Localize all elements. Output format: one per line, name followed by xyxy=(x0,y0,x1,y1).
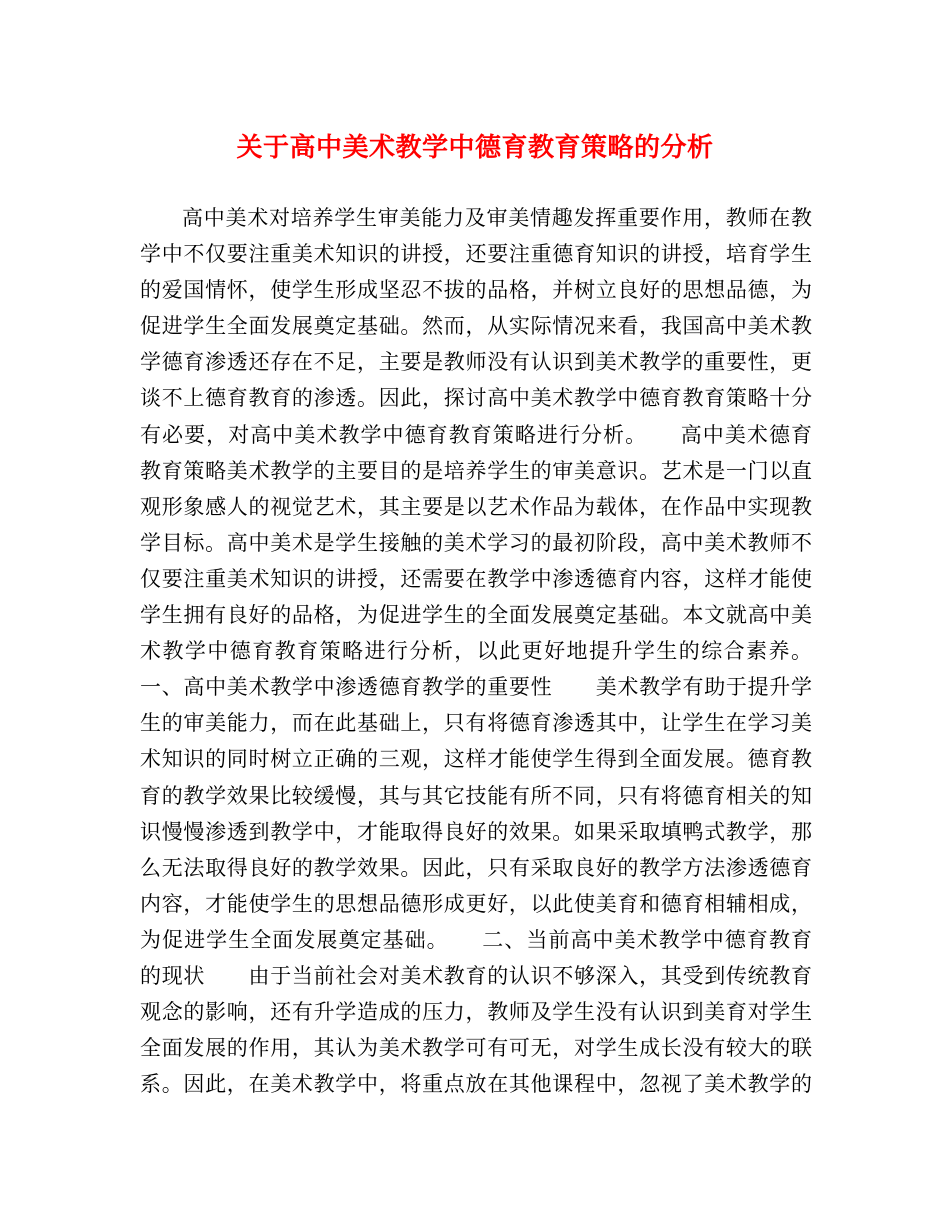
body-line: 观念的影响，还有升学造成的压力，教师及学生没有认识到美育对学生 xyxy=(140,1000,812,1025)
body-line: 的现状 由于当前社会对美术教育的认识不够深入，其受到传统教育 xyxy=(140,963,812,988)
body-line: 高中美术对培养学生审美能力及审美情趣发挥重要作用，教师在教 xyxy=(182,206,812,230)
body-line: 识慢慢渗透到教学中，才能取得良好的效果。如果采取填鸭式教学，那 xyxy=(140,819,812,844)
body-line: 仅要注重美术知识的讲授，还需要在教学中渗透德育内容，这样才能使 xyxy=(140,566,812,591)
body-line: 系。因此，在美术教学中，将重点放在其他课程中，忽视了美术教学的 xyxy=(140,1072,812,1097)
body-line: 学中不仅要注重美术知识的讲授，还要注重德育知识的讲授，培育学生 xyxy=(140,242,812,267)
body-line: 一、高中美术教学中渗透德育教学的重要性 美术教学有助于提升学 xyxy=(140,675,812,700)
body-line: 全面发展的作用，其认为美术教学可有可无，对学生成长没有较大的联 xyxy=(140,1036,812,1061)
body-line: 学德育渗透还存在不足，主要是教师没有认识到美术教学的重要性，更 xyxy=(140,350,812,375)
body-line: 术知识的同时树立正确的三观，这样才能使学生得到全面发展。德育教 xyxy=(140,747,812,772)
body-line: 学生拥有良好的品格，为促进学生的全面发展奠定基础。本文就高中美 xyxy=(140,603,812,628)
body-line: 生的审美能力，而在此基础上，只有将德育渗透其中，让学生在学习美 xyxy=(140,711,812,736)
body-line: 观形象感人的视觉艺术，其主要是以艺术作品为载体，在作品中实现教 xyxy=(140,494,812,519)
document-body xyxy=(140,200,812,1102)
body-line: 促进学生全面发展奠定基础。然而，从实际情况来看，我国高中美术教 xyxy=(140,314,812,339)
body-line: 为促进学生全面发展奠定基础。 二、当前高中美术教学中德育教育 xyxy=(140,927,812,952)
body-line: 育的教学效果比较缓慢，其与其它技能有所不同，只有将德育相关的知 xyxy=(140,783,812,808)
body-line: 的爱国情怀，使学生形成坚忍不拔的品格，并树立良好的思想品德，为 xyxy=(140,278,812,303)
body-line: 术教学中德育教育策略进行分析，以此更好地提升学生的综合素养。 xyxy=(140,639,812,664)
body-line: 谈不上德育教育的渗透。因此，探讨高中美术教学中德育教育策略十分 xyxy=(140,386,812,411)
document-title: 关于高中美术教学中德育教育策略的分析 xyxy=(236,133,714,163)
body-line: 教育策略美术教学的主要目的是培养学生的审美意识。艺术是一门以直 xyxy=(140,458,812,483)
body-line: 么无法取得良好的教学效果。因此，只有采取良好的教学方法渗透德育 xyxy=(140,855,812,880)
body-line: 有必要，对高中美术教学中德育教育策略进行分析。 高中美术德育 xyxy=(140,422,812,447)
body-line: 学目标。高中美术是学生接触的美术学习的最初阶段，高中美术教师不 xyxy=(140,530,812,555)
body-line: 内容，才能使学生的思想品德形成更好，以此使美育和德育相辅相成， xyxy=(140,891,812,916)
